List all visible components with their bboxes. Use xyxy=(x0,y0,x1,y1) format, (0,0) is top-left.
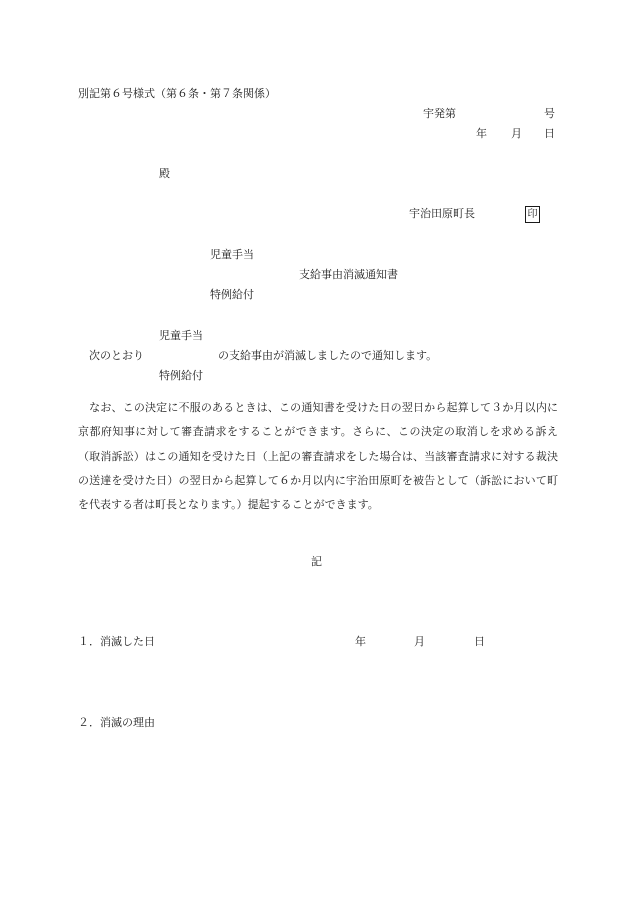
title-line-2: 支給事由消滅通知書 xyxy=(299,268,398,281)
appeal-paragraph xyxy=(78,396,558,517)
doc-number-prefix: 宇発第 xyxy=(423,107,456,120)
notice-tail: の支給事由が消滅しましたので通知します。 xyxy=(218,349,438,362)
title-line-3: 特例給付 xyxy=(210,288,254,301)
issuer-name: 宇治田原町長 xyxy=(409,207,475,220)
title-line-1: 児童手当 xyxy=(210,248,254,261)
item1-month: 月 xyxy=(414,635,425,648)
item1-day: 日 xyxy=(474,635,485,648)
notice-lead: 次のとおり xyxy=(89,349,144,362)
doc-number-suffix: 号 xyxy=(544,107,555,120)
seal-mark: 印 xyxy=(525,206,540,223)
item1-year: 年 xyxy=(355,635,366,648)
appeal-text: なお、この決定に不服のあるときは、この通知書を受けた日の翌日から起算して３か月以内に京都府知事に対して審査請求をすることができます。さらに、この決定の取消しを求める訴え（取消訴訟）はこの通知を受けた日（上記の審査請求をした場合は、当該審査請求に対する裁決の送達を受けた日）の翌日から起算して６か月以内に宇治田原町を被告として（訴訟において町を代表する者は町長となります。）提起することができます。 xyxy=(78,401,559,512)
item1-label: １．消滅した日 xyxy=(78,635,155,648)
date-month: 月 xyxy=(511,127,522,140)
ki-heading: 記 xyxy=(311,555,322,568)
date-day: 日 xyxy=(544,127,555,140)
form-label: 別記第６号様式（第６条・第７条関係） xyxy=(78,87,276,100)
notice-upper: 児童手当 xyxy=(159,329,203,342)
item2-label: ２．消滅の理由 xyxy=(78,716,155,729)
addressee-suffix: 殿 xyxy=(159,167,170,180)
date-year: 年 xyxy=(476,127,487,140)
notice-lower: 特例給付 xyxy=(159,369,203,382)
